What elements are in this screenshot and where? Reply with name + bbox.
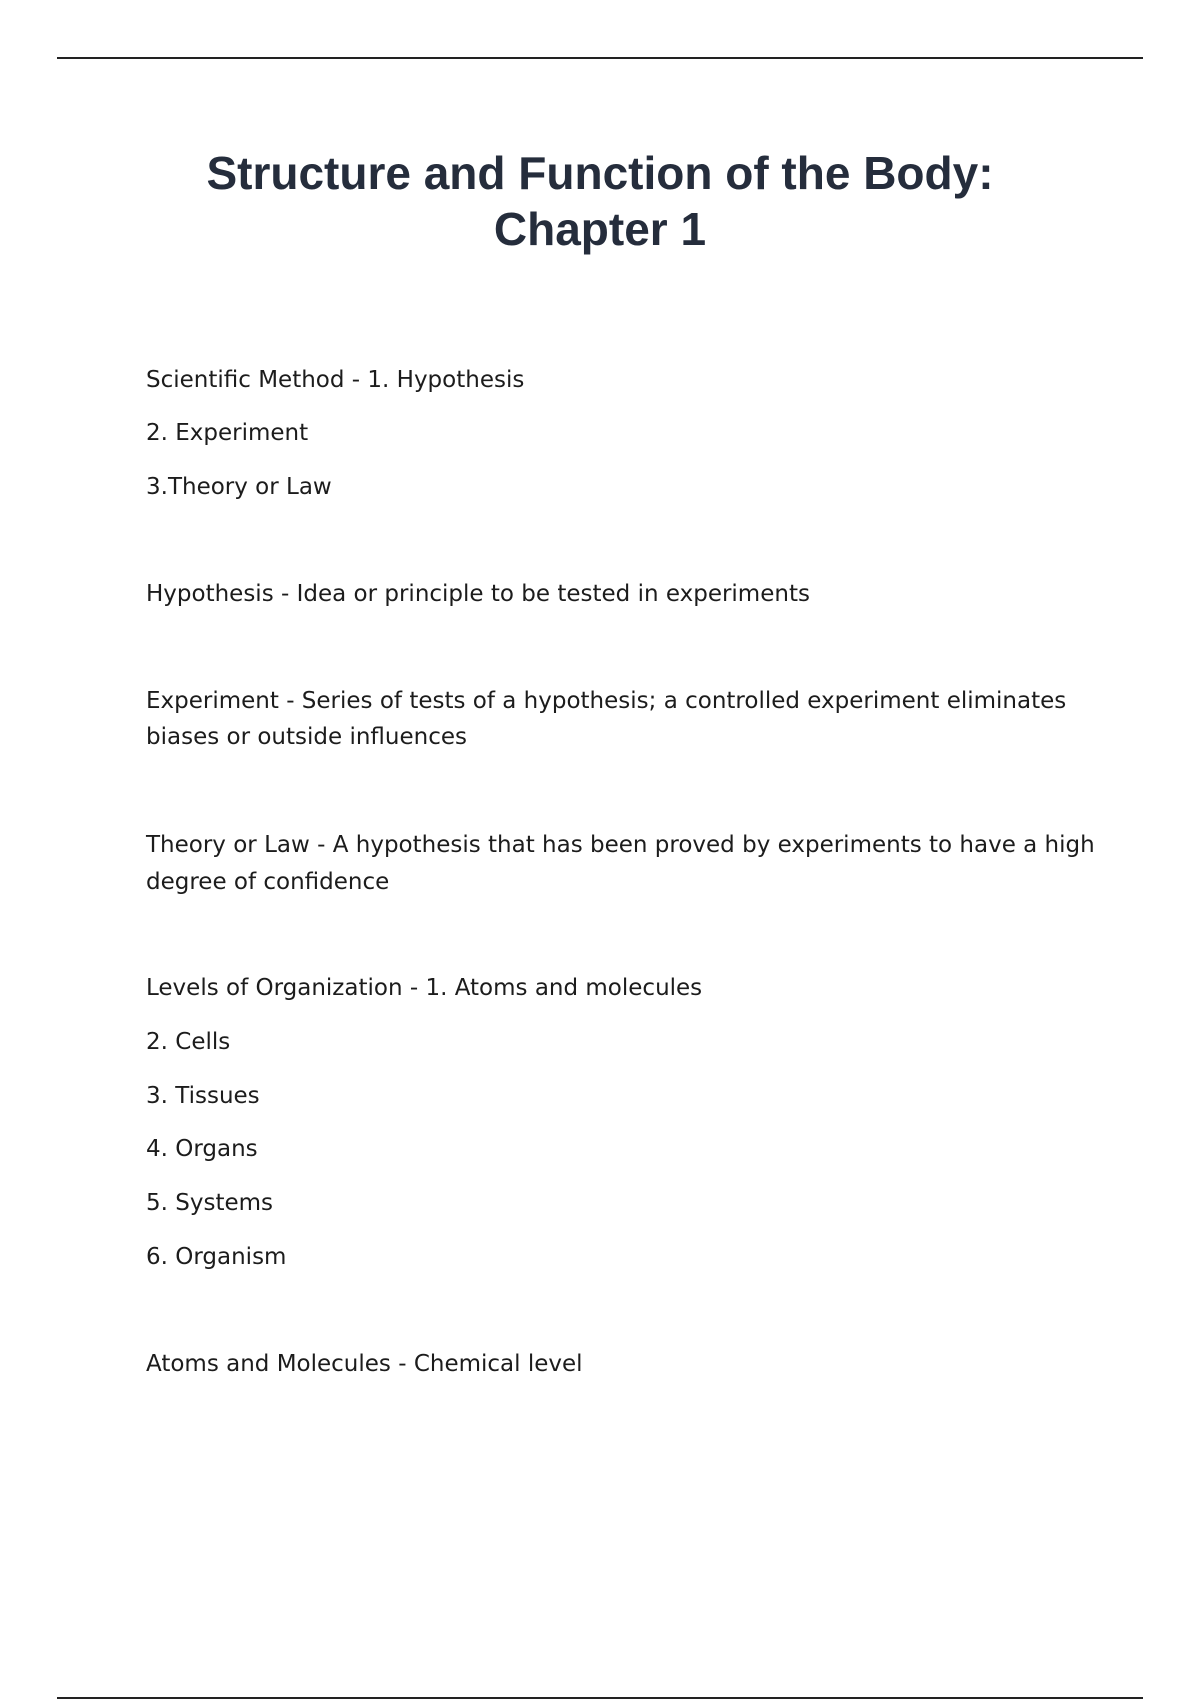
levels-item-systems: 5. Systems [146,1190,274,1216]
bottom-divider [57,1697,1143,1699]
experiment-definition-line-1: Experiment - Series of tests of a hypothesis; a controlled experiment eliminates [146,688,1067,714]
theory-definition-line-2: degree of confidence [146,869,390,895]
levels-item-organism: 6. Organism [146,1244,287,1270]
top-divider [57,57,1143,59]
page-title-line-2: Chapter 1 [493,203,707,255]
levels-item-cells: 2. Cells [146,1029,231,1055]
scientific-method-step-3: 3.Theory or Law [146,474,332,500]
theory-definition-line-1: Theory or Law - A hypothesis that has been proved by experiments to have a high [146,832,1095,858]
scientific-method-step-2: 2. Experiment [146,420,309,446]
levels-item-tissues: 3. Tissues [146,1083,260,1109]
levels-of-organization-term: Levels of Organization - 1. Atoms and molecules [146,975,703,1001]
page-title-line-1: Structure and Function of the Body: [206,147,994,199]
scientific-method-term: Scientific Method - 1. Hypothesis [146,367,525,393]
page-title [140,145,1060,257]
atoms-and-molecules-definition: Atoms and Molecules - Chemical level [146,1351,583,1377]
levels-item-organs: 4. Organs [146,1136,258,1162]
experiment-definition-line-2: biases or outside influences [146,724,467,750]
hypothesis-definition: Hypothesis - Idea or principle to be tested in experiments [146,581,810,607]
